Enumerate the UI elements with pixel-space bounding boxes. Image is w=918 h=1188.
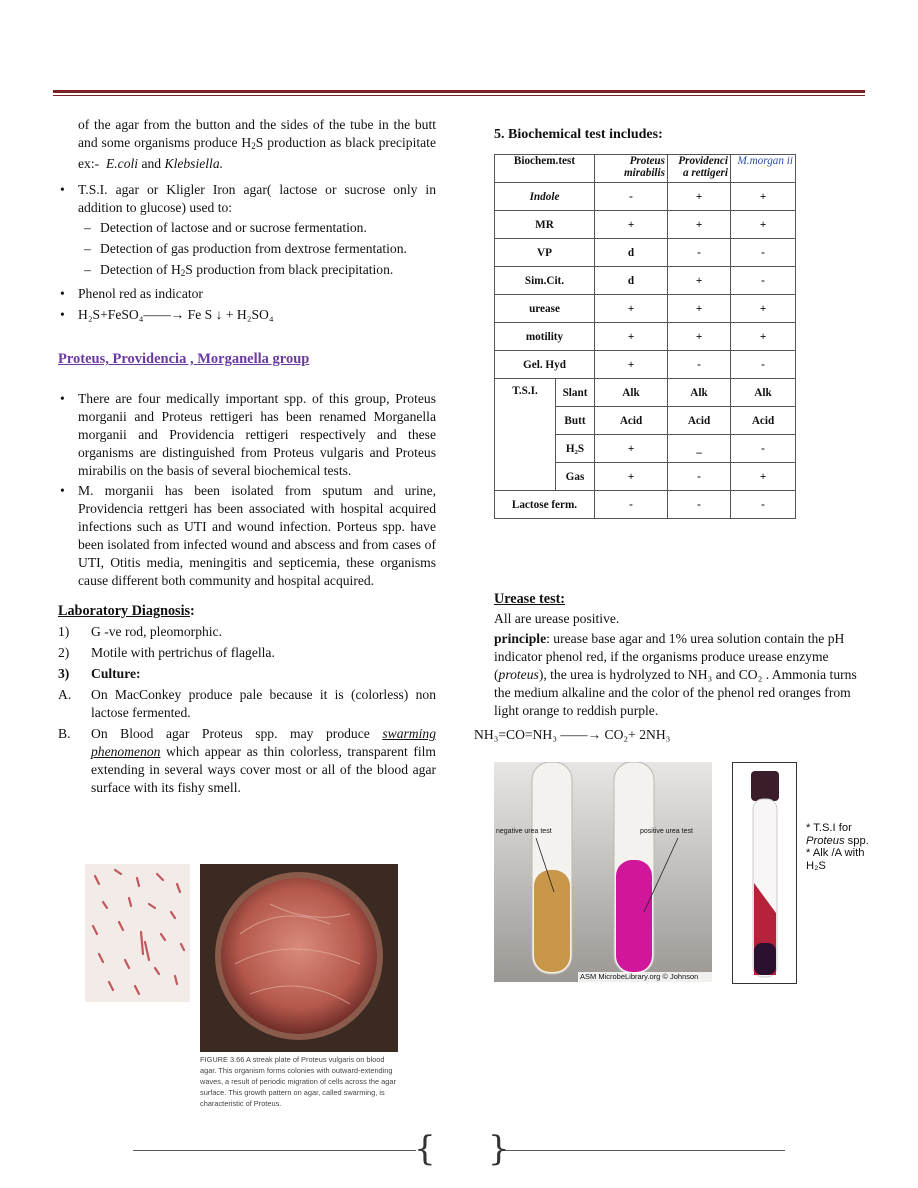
- para-isolation: • M. morganii has been isolated from sputum and urine, Providencia rettgeri has been associated with hospital acquired infections such as UTI and wound infection. Porteus spp. have been isolated from infected wound and abscess and from cases of UTI, Otitis media, meningitis and septicemia, these organisms cause different both community and hospital acquired.: [58, 482, 436, 590]
- header-biochem: Biochem.test: [495, 155, 595, 183]
- urease-section: [494, 590, 874, 720]
- table-row: Gel. Hyd + - -: [495, 351, 796, 379]
- principle-paragraph: principle: urease base agar and 1% urea solution contain the pH indicator phenol red, if the organisms produce urease enzyme (proteus), the urea is hydrolyzed to NH₃ and CO₂ . Ammonia turns the medium alkaline and the color of the phenol red oranges from light orange to reddish purple.: [494, 631, 857, 718]
- biochem-title: 5. Biochemical test includes:: [494, 127, 663, 142]
- table-row: T.S.I. Slant Alk Alk Alk: [495, 379, 796, 407]
- tsi-note: * T.S.I for Proteus spp. * Alk /A with H₂S: [806, 822, 869, 872]
- continued-paragraph: of the agar from the button and the sides of the tube in the butt and some organisms produce $H_2S$ production as black precipitate ex:- E.coli and Klebsiella.: [78, 117, 436, 171]
- table-row: Indole - + +: [495, 183, 796, 211]
- positive-urea-label: positive urea test: [640, 828, 693, 835]
- lab-diagnosis-title: Laboratory Diagnosis:: [58, 603, 195, 619]
- table-row: Sim.Cit. d + -: [495, 267, 796, 295]
- gram-stain-svg: [85, 864, 190, 1002]
- footer-left-brace: {: [414, 1129, 436, 1169]
- footer-line-right: [502, 1150, 785, 1151]
- para-species: • There are four medically important spp. of this group, Proteus morganii and Proteus rettigeri has been renamed Morganella morganii and Providencia rettigeri respectively and these organisms are distinguished from Proteus vulgaris and Proteus mirabilis on the basis of several biochemical tests.: [58, 390, 436, 480]
- gram-stain-image: [85, 864, 190, 1002]
- dash-gas: – Detection of gas production from dextrose fermentation.: [58, 240, 436, 258]
- table-row: H₂S + _ -: [495, 435, 796, 463]
- header-rule: [53, 90, 865, 93]
- tsi-tube-svg: [733, 763, 796, 983]
- table-row: Butt Acid Acid Acid: [495, 407, 796, 435]
- ecoli-text: E.coli: [105, 156, 139, 171]
- section-title: Proteus, Providencia , Morganella group: [58, 351, 310, 367]
- tsi-tube-image: [732, 762, 797, 984]
- klebsiella-text: Klebsiella.: [164, 156, 224, 171]
- table-row: VP d - -: [495, 239, 796, 267]
- blood-agar-image: [200, 864, 398, 1052]
- table-row: MR + + +: [495, 211, 796, 239]
- reaction-bullet: • H₂S+FeSO₄——→ Fe S ↓ + H₂SO₄: [58, 306, 436, 324]
- table-row: Gas + - +: [495, 463, 796, 491]
- urea-test-image: [494, 762, 712, 982]
- tsi-bullet: • T.S.I. agar or Kligler Iron agar( lactose or sucrose only in addition to glucose) used to:: [58, 181, 436, 217]
- dash-lactose: – Detection of lactose and or sucrose fermentation.: [58, 219, 436, 237]
- tsi-label: T.S.I.: [495, 379, 556, 491]
- left-column: [58, 116, 436, 797]
- urea-tubes-svg: [494, 762, 712, 982]
- urea-equation: NH₃=CO=NH₃ ——→ CO₂+ 2NH₃: [474, 727, 671, 742]
- item-2: 2) Motile with pertrichus of flagella.: [58, 645, 275, 660]
- header-morganii: M.morgan ii: [731, 155, 796, 183]
- footer-line-left: [133, 1150, 416, 1151]
- table-row: Lactose ferm. - - -: [495, 491, 796, 519]
- urease-positive: All are urease positive.: [494, 611, 620, 626]
- biochem-table: [494, 154, 796, 519]
- phenol-bullet: • Phenol red as indicator: [58, 285, 436, 303]
- header-providencia: Providenci a rettigeri: [668, 155, 731, 183]
- right-column: [494, 116, 874, 144]
- header-rule-thin: [53, 95, 865, 96]
- table-header-row: [495, 155, 796, 183]
- footer-right-brace: }: [488, 1129, 510, 1169]
- dash-h2s: – Detection of $H_2S$ production from black precipitation.: [58, 261, 436, 282]
- swarming-text: swarming phenomenon: [91, 726, 436, 759]
- figure-caption: FIGURE 3.66 A streak plate of Proteus vulgaris on blood agar. This organism forms colonies with outward-extending waves, a result of periodic migration of cells across the agar surface. This growth pattern on agar, called swarming, is characteristic of Proteus.: [200, 1055, 396, 1108]
- blood-agar-svg: [200, 864, 398, 1052]
- item-1: 1) G -ve rod, pleomorphic.: [58, 624, 222, 639]
- negative-urea-label: negative urea test: [496, 828, 552, 835]
- item-a: A. On MacConkey produce pale because it is (colorless) non lactose fermented.: [58, 687, 436, 720]
- table-row: urease + + +: [495, 295, 796, 323]
- item-3: 3) Culture:: [58, 666, 141, 681]
- copyright-text: ASM MicrobeLibrary.org © Johnson: [580, 972, 699, 981]
- item-b: B. On Blood agar Proteus spp. may produce swarming phenomenon which appear as thin colorless, transparent film extending in several ways cover most or all of the blood agar surface with its fishy smell.: [58, 726, 436, 795]
- header-proteus: Proteus mirabilis: [595, 155, 668, 183]
- urease-title: Urease test:: [494, 591, 566, 607]
- table-row: motility + + +: [495, 323, 796, 351]
